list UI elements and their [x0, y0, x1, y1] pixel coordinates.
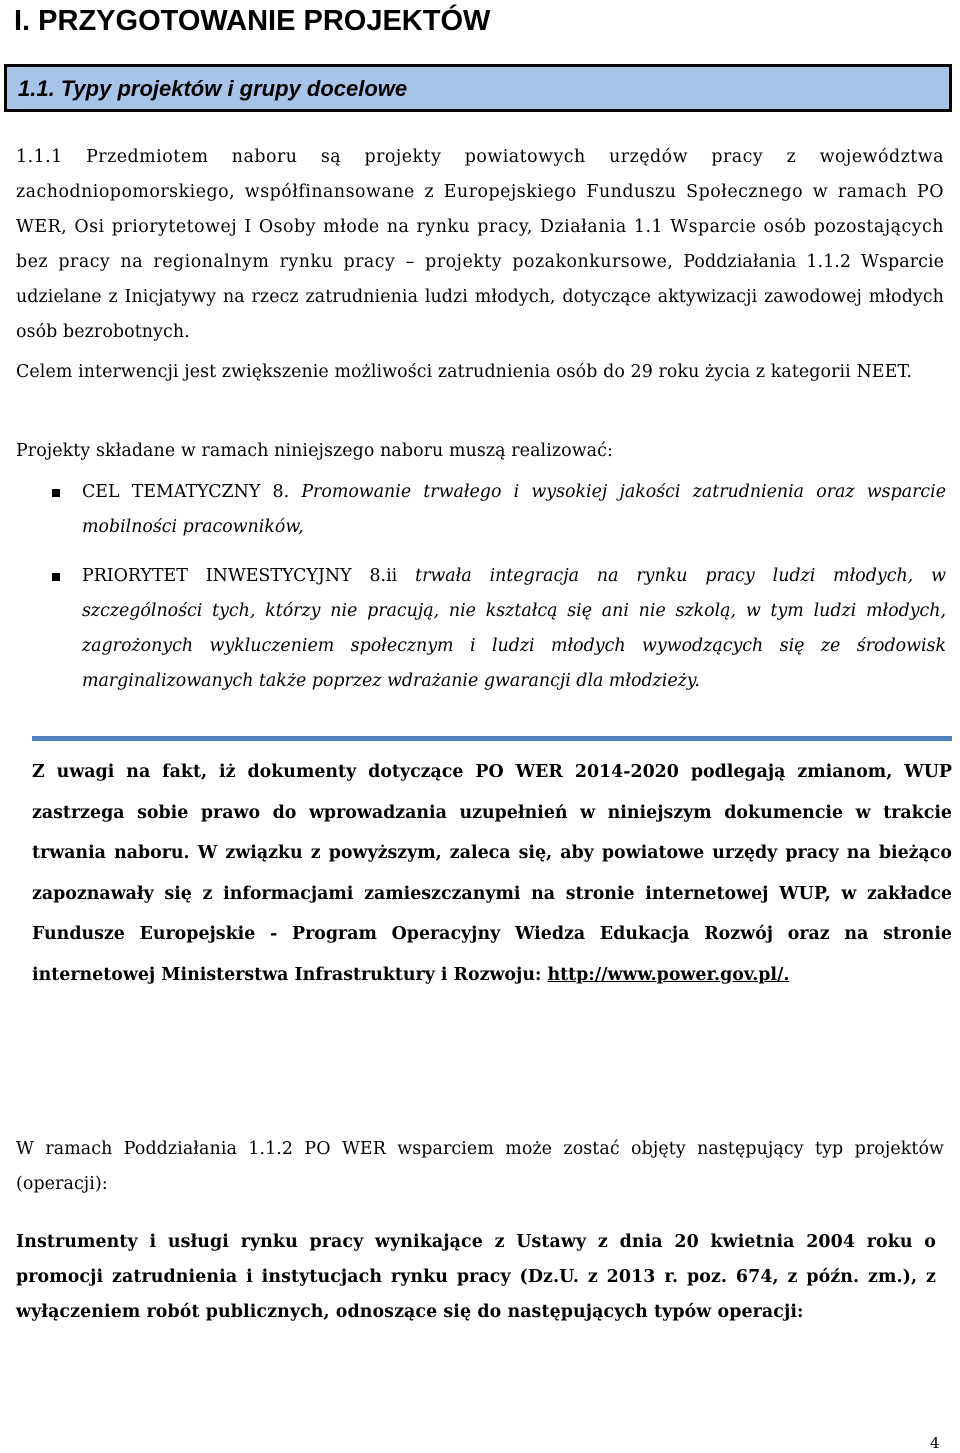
bullet-label: CEL TEMATYCZNY 8. — [82, 482, 290, 502]
notice-divider — [32, 736, 952, 741]
instruments-paragraph: Instrumenty i usługi rynku pracy wynikające z Ustawy z dnia 20 kwietnia 2004 roku o promocji zatrudnienia i instytucjach rynku pracy (Dz.U. z 2013 r. poz. 674, z późn. zm.), z wyłączeniem robót publicznych, odnoszące się do następujących typów operacji: — [16, 1232, 936, 1322]
bullet-text: Promowanie trwałego i wysokiej jakości zatrudnienia oraz wsparcie mobilności pracowników, — [82, 482, 946, 537]
power-website-link[interactable]: http://www.power.gov.pl/. — [547, 964, 790, 985]
square-bullet-icon — [52, 489, 60, 497]
intro-paragraph-rest: Poddziałania 1.1.2 Wsparcie udzielane z Inicjatywy na rzecz zatrudnienia ludzi młodych, dotyczące aktywizacji zawodowej młodych osób bezrobotnych. — [16, 252, 944, 342]
list-item — [16, 475, 946, 545]
notice-paragraph — [32, 752, 952, 996]
bullet-label: PRIORYTET INWESTYCYJNY 8.ii — [82, 566, 398, 586]
list-item — [16, 559, 946, 699]
chapter-title: I. PRZYGOTOWANIE PROJEKTÓW — [14, 5, 491, 37]
intro-paragraph — [16, 140, 944, 350]
square-bullet-icon — [52, 573, 60, 581]
notice-text: Z uwagi na fakt, iż dokumenty dotyczące PO WER 2014-2020 podlegają zmianom, WUP zastrzega sobie prawo do wprowadzania uzupełnień w niniejszym dokumencie w trakcie trwania naboru. W związku z powyższym, zaleca się, aby powiatowe urzędy pracy na bieżąco zapoznawały się z informacjami zamieszczanymi na stronie internetowej WUP, w zakładce Fundusze Europejskie - Program Operacyjny Wiedza Edukacja Rozwój oraz na stronie internetowej Ministerstwa Infrastruktury i Rozwoju: — [32, 762, 952, 985]
intro-paragraph-lead: 1.1.1 Przedmiotem naboru są projekty powiatowych urzędów pracy z województwa zachodniopomorskiego, współfinansowane z Europejskiego Funduszu Społecznego w ramach PO WER, Osi priorytetowej I Osoby młode na rynku pracy, Działania 1.1 Wsparcie osób pozostających bez pracy na regionalnym rynku pracy – projekty pozakonkursowe, — [16, 147, 944, 272]
page-number: 4 — [930, 1434, 940, 1452]
goal-paragraph: Celem interwencji jest zwiększenie możliwości zatrudnienia osób do 29 roku życia z kategorii NEET. — [16, 362, 913, 382]
section-heading-box — [4, 64, 952, 112]
requirements-list — [16, 475, 946, 713]
requirements-paragraph: Projekty składane w ramach niniejszego naboru muszą realizować: — [16, 441, 613, 461]
operations-intro: W ramach Poddziałania 1.1.2 PO WER wsparciem może zostać objęty następujący typ projektów (operacji): — [16, 1139, 944, 1194]
bullet-text: trwała integracja na rynku pracy ludzi młodych, w szczególności tych, którzy nie pracują, nie kształcą się ani nie szkolą, w tym ludzi młodych, zagrożonych wykluczeniem społecznym i ludzi młodych wywodzących się ze środowisk marginalizowanych także poprzez wdrażanie gwarancji dla młodzieży. — [82, 566, 946, 691]
section-title: 1.1. Typy projektów i grupy docelowe — [18, 76, 408, 101]
